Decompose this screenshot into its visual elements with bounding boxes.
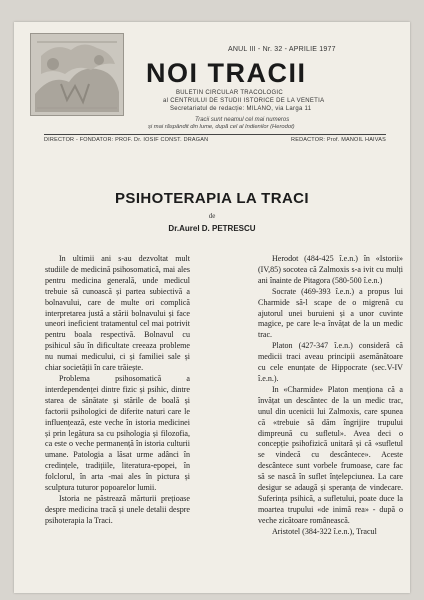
secretariat-address: Secretariatul de redacție: MILANO, via Larga 11: [170, 106, 312, 112]
relief-icon: [31, 34, 123, 115]
article-title: PSIHOTERAPIA LA TRACI: [115, 190, 309, 207]
paragraph: In «Charmide» Platon menționa că a învățat un descântec de la un medic trac, unul din ucenicii lui Zalmoxis, care spunea că «trebuie să dăm îngrijire trupului dimpreună cu sufletul». Avea deci o concepție psihofizică unitară și că «sufletul se vindecă cu descântece». Aceste descântece sunt vorbele frumoase, care fac să se nască în suflet înțelepciunea. La care desigur se adaugă și speranța de vindecare. Suferința psihică, a sufletului, poate duce la moartea trupului «de inimă rea» - după o veche zicătoare românească.: [258, 384, 403, 525]
masthead-title: NOI TRACII: [146, 58, 307, 88]
center-subtitle: al CENTRULUI DE STUDII ISTORICE DE LA VENETIA: [163, 98, 325, 104]
article-column-left: [45, 254, 190, 527]
issue-line: ANUL III - Nr. 32 - APRILIE 1977: [228, 46, 336, 53]
paragraph: Problema psihosomatică a interdependenței dintre fizic și psihic, dintre starea de sănătate și stările de boală și factorii psihologici de diferite naturi care le influențează, este veche în istoria medicinei și prin legătura sa cu psihologia și filozofia, ca este o veche permanență în istoria culturii umane. Patologia a lăsat urme adânci în credințele, tradițiile, literatura-epopei, în folclorul, în arta -mai ales în pictura și sculptura tuturor popoarelor lumii.: [45, 373, 190, 493]
article-by: de: [208, 212, 216, 220]
thracian-relief-emblem: [30, 33, 124, 116]
article-author: Dr.Aurel D. PETRESCU: [168, 224, 256, 233]
paragraph: Aristotel (384-322 î.e.n.), Tracul: [272, 526, 377, 536]
motto-line-2: și mai răspândit din lume, după cel al Indienilor (Herodot): [148, 124, 295, 130]
director-credit: DIRECTOR - FONDATOR: PROF. Dr. IOSIF CONST. DRAGAN: [44, 137, 209, 143]
editor-credit: REDACTOR: Prof. MANOIL HAIVAS: [291, 137, 386, 143]
article-column-right: [258, 254, 403, 538]
credits-bar: [44, 134, 386, 143]
paragraph: Istoria ne păstrează mărturii prețioase despre medicina tracă și unele detalii despre psihoterapia la Traci.: [45, 493, 190, 525]
bulletin-subtitle: BULETIN CIRCULAR TRACOLOGIC: [176, 90, 284, 96]
paragraph: Socrate (469-393 î.e.n.) a propus lui Charmide să-l scape de o migrenă cu ajutorul unei buruieni și a unor cuvinte magice, pe care le-a învățat de la un medic trac.: [258, 286, 403, 340]
paragraph: In ultimii ani s-au dezvoltat mult studiile de medicină psihosomatică, mai ales pentru medicina generală, unde medicul trebuie să cunoască și partea subiectivă a bolnavului, care de multe ori complică interpretarea justă a stării bolnavului și face uneori ineficient tratamentul cel mai potrivit pentru boala respectivă. Bolnavul cu psihicul său în dificultate creeaza probleme nu numai medicului, ci și familiei sale și chiar societății în care trăiește.: [45, 254, 190, 373]
paragraph: Platon (427-347 î.e.n.) consideră că medicii traci aveau principii asemănătoare cu cele enunțate de Hippocrate (sec.V-IV î.e.n.).: [258, 341, 403, 383]
motto-line-1: Tracii sunt neamul cel mai numeros: [195, 117, 290, 123]
paragraph: Herodot (484-425 î.e.n.) în «Istorii» (IV,85) socotea că Zalmoxis s-a ivit cu mulți ani înainte de Pitagora (580-500 î.e.n.): [258, 254, 403, 285]
